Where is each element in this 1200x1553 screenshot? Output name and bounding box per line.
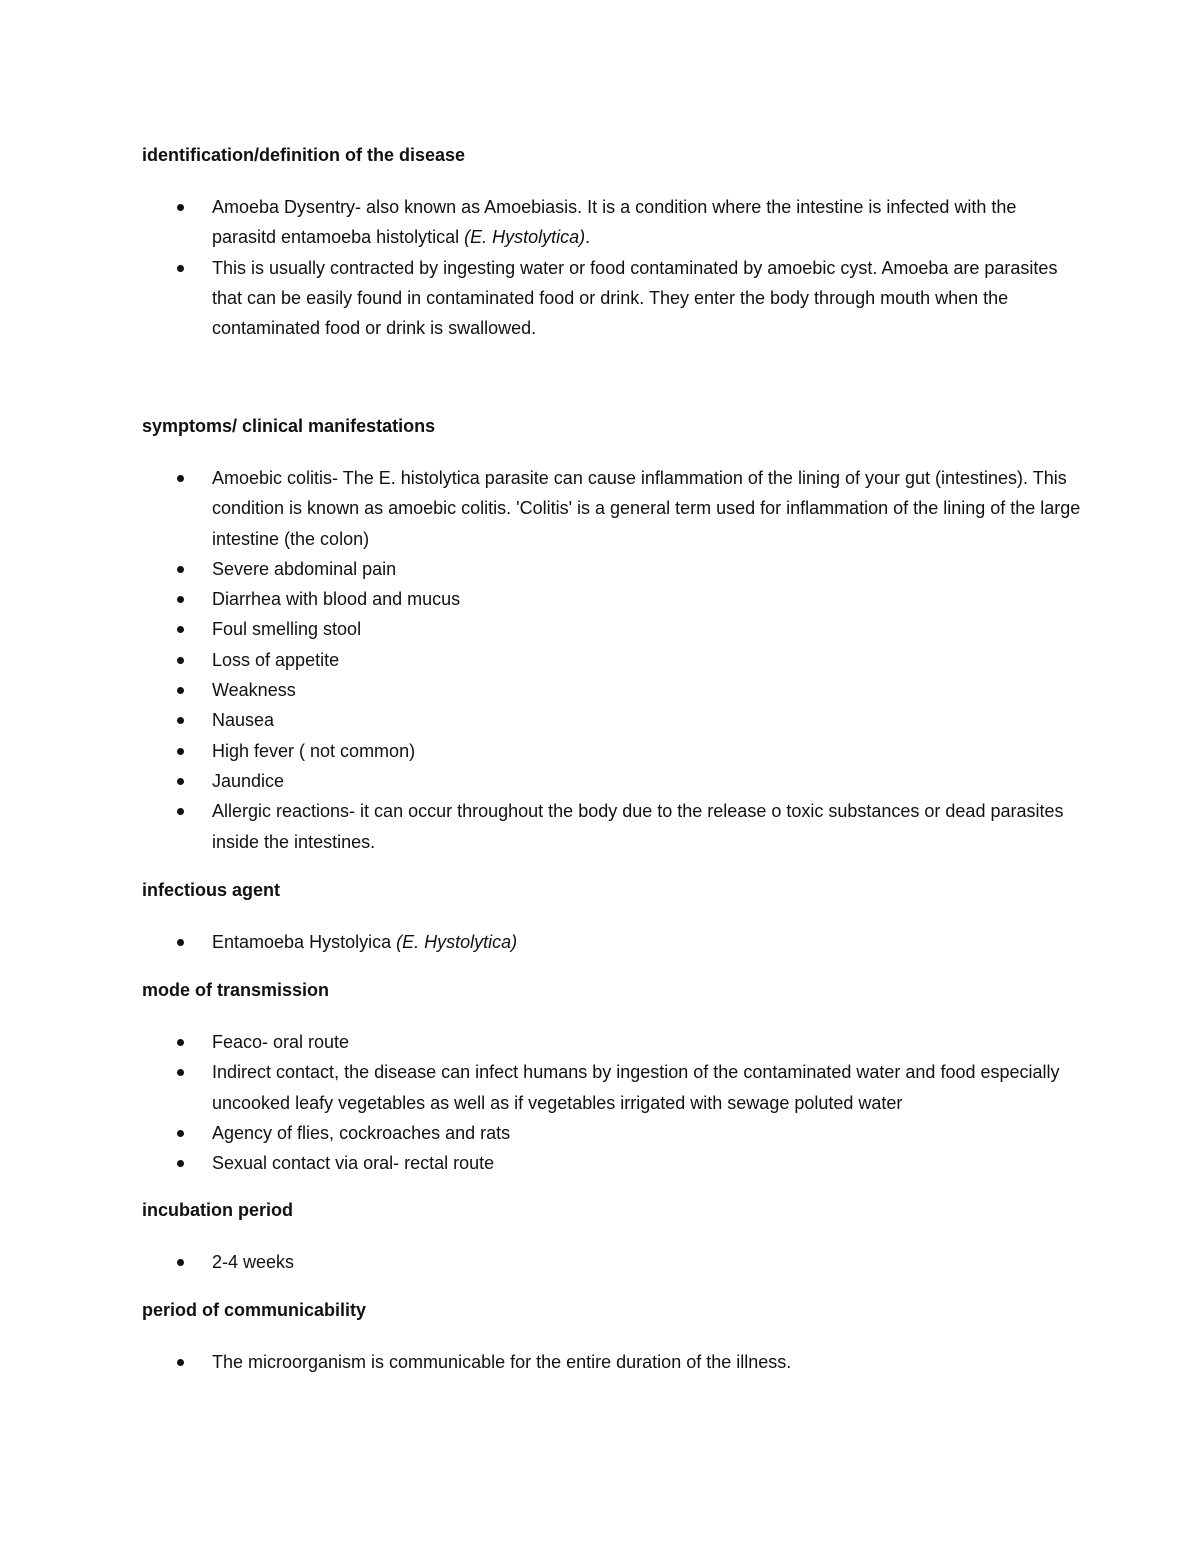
list-item: [142, 554, 1082, 584]
item-text: Amoebic colitis- The E. histolytica parasite can cause inflammation of the lining of your gut (intestines). This condition is known as amoebic colitis. 'Colitis' is a general term used for inflammation of the lining of the large intestine (the colon): [212, 468, 1081, 549]
bullet-icon: [177, 657, 184, 664]
bullet-list: [142, 1247, 1082, 1277]
list-item: [142, 1118, 1082, 1148]
list-item: [142, 766, 1082, 796]
section-heading: period of communicability: [142, 1300, 367, 1320]
item-text: Diarrhea with blood and mucus: [212, 589, 461, 610]
list-item: [142, 1027, 1082, 1057]
item-text: Entamoeba Hystolyica: [212, 932, 397, 952]
item-text: 2-4 weeks: [212, 1252, 295, 1272]
section-heading: infectious agent: [142, 880, 281, 900]
item-italic-text: (E. Hystolytica): [464, 227, 586, 248]
list-item: [142, 1247, 1082, 1277]
bullet-icon: [177, 265, 184, 272]
bullet-list: [142, 1347, 1082, 1377]
bullet-list: [142, 927, 1082, 957]
section-heading: incubation period: [142, 1200, 293, 1220]
section-heading: identification/definition of the disease: [142, 145, 466, 165]
section-infectious-agent: [142, 877, 1082, 957]
section-identification: [142, 142, 1082, 343]
bullet-icon: [177, 204, 184, 211]
item-text: Loss of appetite: [212, 649, 340, 670]
section-symptoms: [142, 413, 1082, 857]
bullet-list: [142, 463, 1082, 857]
list-item: [142, 736, 1082, 766]
bullet-icon: [177, 778, 184, 785]
item-text: Jaundice: [212, 770, 285, 791]
section-heading: symptoms/ clinical manifestations: [142, 416, 436, 436]
list-item: [142, 1347, 1082, 1377]
bullet-icon: [177, 748, 184, 755]
item-text: Weakness: [212, 680, 296, 701]
list-item: [142, 1148, 1082, 1178]
bullet-list: [142, 192, 1082, 343]
list-item: [142, 614, 1082, 644]
item-text: Nausea: [212, 710, 275, 731]
list-item: [142, 645, 1082, 675]
list-item: [142, 796, 1082, 857]
bullet-icon: [177, 566, 184, 573]
bullet-icon: [177, 1069, 184, 1076]
section-mode-of-transmission: [142, 977, 1082, 1178]
item-text: This is usually contracted by ingesting water or food contaminated by amoebic cyst. Amoeba are parasites that can be easily found in contaminated food or drink. They enter the body through mouth when the contaminated food or drink is swallowed.: [212, 257, 1058, 339]
item-text: Amoeba Dysentry- also known as Amoebiasis. It is a condition where the intestine is infected with the parasitd entamoeba histolytical: [212, 197, 1017, 248]
list-item: [142, 927, 1082, 957]
bullet-icon: [177, 939, 184, 946]
list-item: [142, 584, 1082, 614]
bullet-list: [142, 1027, 1082, 1178]
bullet-icon: [177, 1359, 184, 1366]
section-heading: mode of transmission: [142, 980, 330, 1000]
item-text: The microorganism is communicable for the entire duration of the illness.: [212, 1352, 792, 1372]
list-item: [142, 253, 1082, 344]
section-period-of-communicability: [142, 1297, 1082, 1377]
item-text: Feaco- oral route: [212, 1032, 350, 1052]
item-italic-text: (E. Hystolytica): [396, 932, 518, 952]
item-text-end: .: [585, 227, 591, 248]
bullet-icon: [177, 717, 184, 724]
bullet-icon: [177, 1160, 184, 1167]
item-text: Foul smelling stool: [212, 619, 362, 640]
list-item: [142, 192, 1082, 253]
list-item: [142, 1057, 1082, 1118]
list-item: [142, 463, 1082, 554]
list-item: [142, 705, 1082, 735]
bullet-icon: [177, 1259, 184, 1266]
bullet-icon: [177, 808, 184, 815]
item-text: High fever ( not common): [212, 740, 416, 761]
bullet-icon: [177, 1039, 184, 1046]
list-item: [142, 675, 1082, 705]
item-text: Agency of flies, cockroaches and rats: [212, 1122, 511, 1143]
item-text: Severe abdominal pain: [212, 558, 397, 579]
bullet-icon: [177, 475, 184, 482]
section-incubation-period: [142, 1197, 1082, 1277]
item-text: Allergic reactions- it can occur throughout the body due to the release o toxic substances or dead parasites inside the intestines.: [212, 801, 1064, 852]
bullet-icon: [177, 596, 184, 603]
bullet-icon: [177, 687, 184, 694]
bullet-icon: [177, 626, 184, 633]
item-text: Sexual contact via oral- rectal route: [212, 1153, 495, 1174]
bullet-icon: [177, 1130, 184, 1137]
item-text: Indirect contact, the disease can infect humans by ingestion of the contaminated water and food especially uncooked leafy vegetables as well as if vegetables irrigated with sewage poluted water: [212, 1062, 1060, 1113]
